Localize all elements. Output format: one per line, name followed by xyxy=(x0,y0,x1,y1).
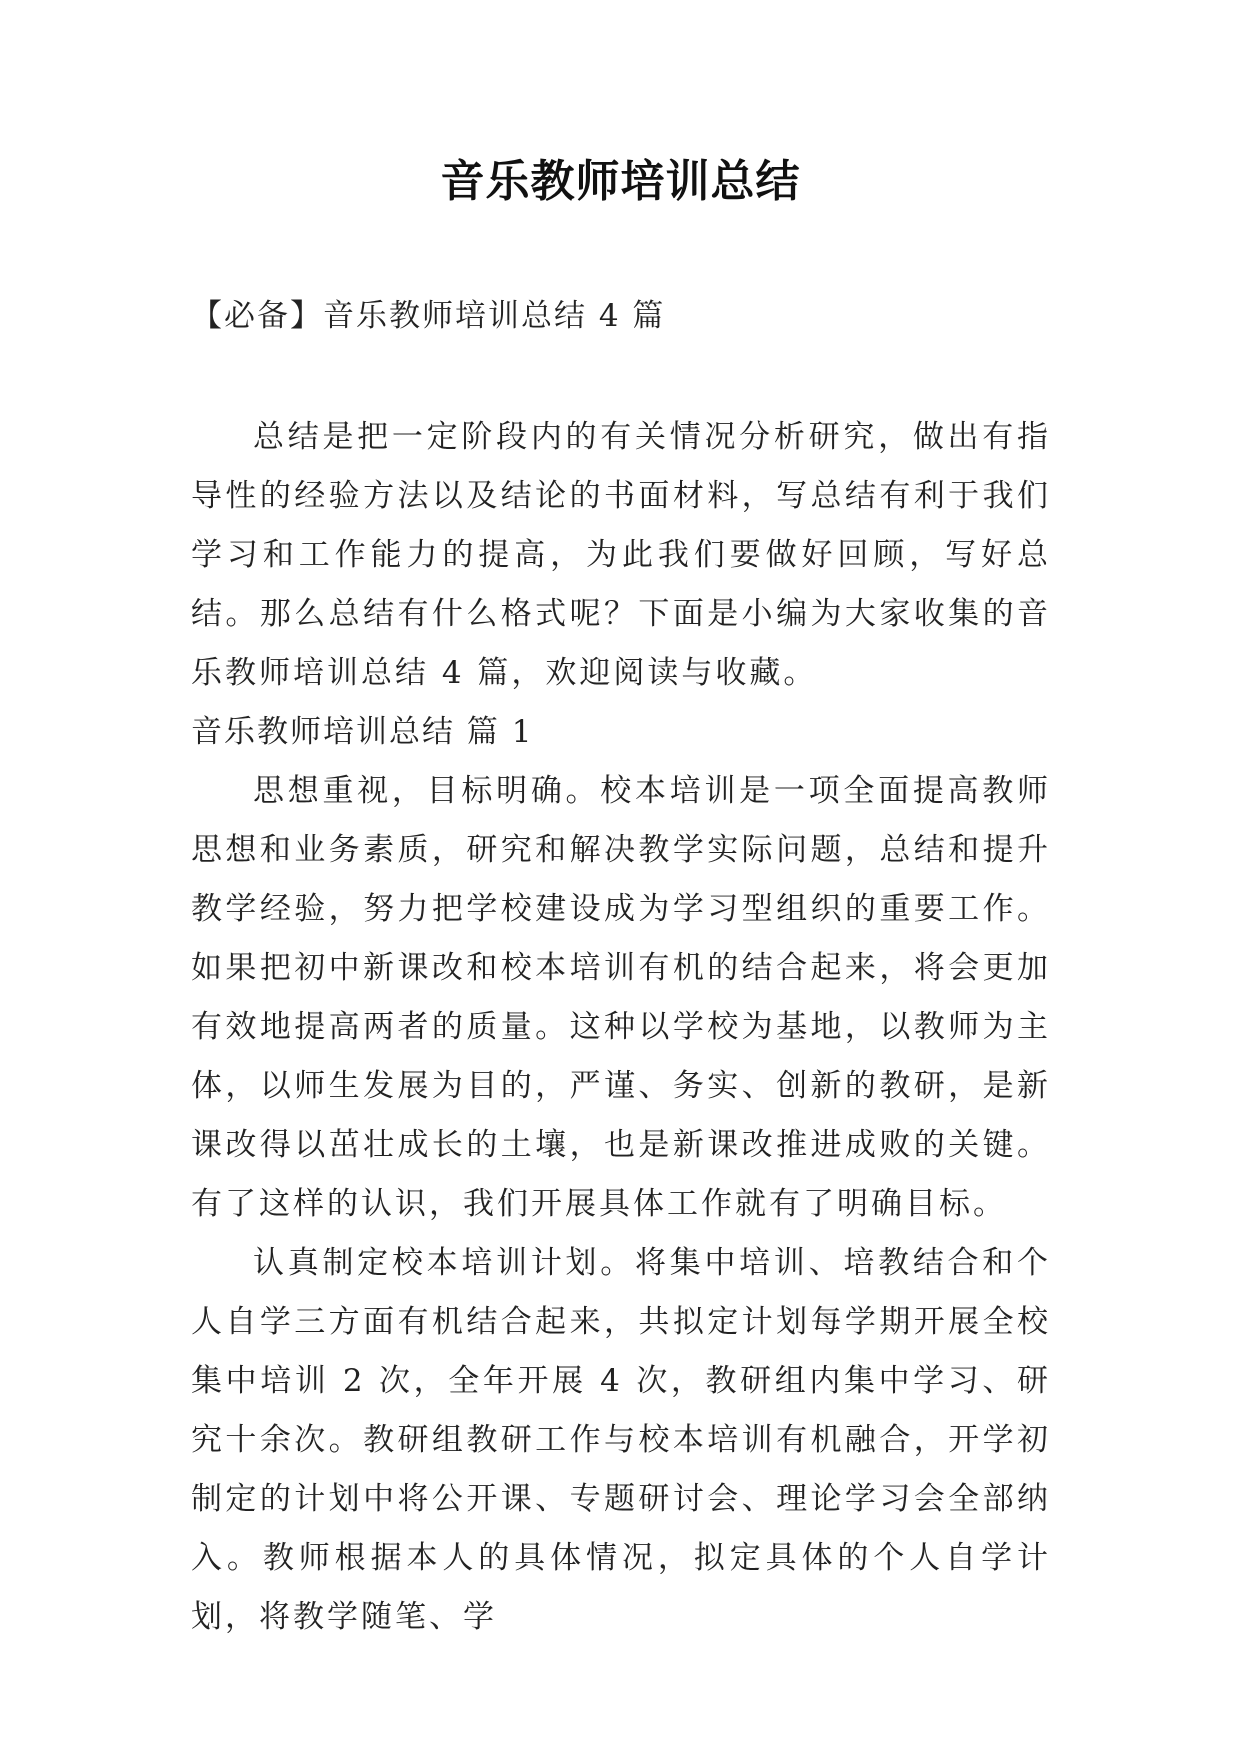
body-paragraph-1: 思想重视，目标明确。校本培训是一项全面提高教师思想和业务素质，研究和解决教学实际问题，总结和提升教学经验，努力把学校建设成为学习型组织的重要工作。如果把初中新课改和校本培训有机的结合起来，将会更加有效地提高两者的质量。这种以学校为基地，以教师为主体，以师生发展为目的，严谨、务实、创新的教研，是新课改得以茁壮成长的土壤，也是新课改推进成败的关键。有了这样的认识，我们开展具体工作就有了明确目标。 xyxy=(191,773,1051,1222)
section-heading: 音乐教师培训总结 篇 1 xyxy=(191,714,534,750)
body-paragraph-2: 认真制定校本培训计划。将集中培训、培教结合和个人自学三方面有机结合起来，共拟定计划每学期开展全校集中培训 2 次，全年开展 4 次，教研组内集中学习、研究十余次。教研组教研工作与校本培训有机融合，开学初制定的计划中将公开课、专题研讨会、理论学习会全部纳入。教师根据本人的具体情况，拟定具体的个人自学计划，将教学随笔、学 xyxy=(191,1245,1051,1635)
document-title: 音乐教师培训总结 xyxy=(440,156,801,207)
document-subtitle: 【必备】音乐教师培训总结 4 篇 xyxy=(191,298,666,334)
document-body xyxy=(191,408,1051,1647)
intro-paragraph: 总结是把一定阶段内的有关情况分析研究，做出有指导性的经验方法以及结论的书面材料，写总结有利于我们学习和工作能力的提高，为此我们要做好回顾，写好总结。那么总结有什么格式呢？下面是小编为大家收集的音乐教师培训总结 4 篇，欢迎阅读与收藏。 xyxy=(191,419,1051,691)
